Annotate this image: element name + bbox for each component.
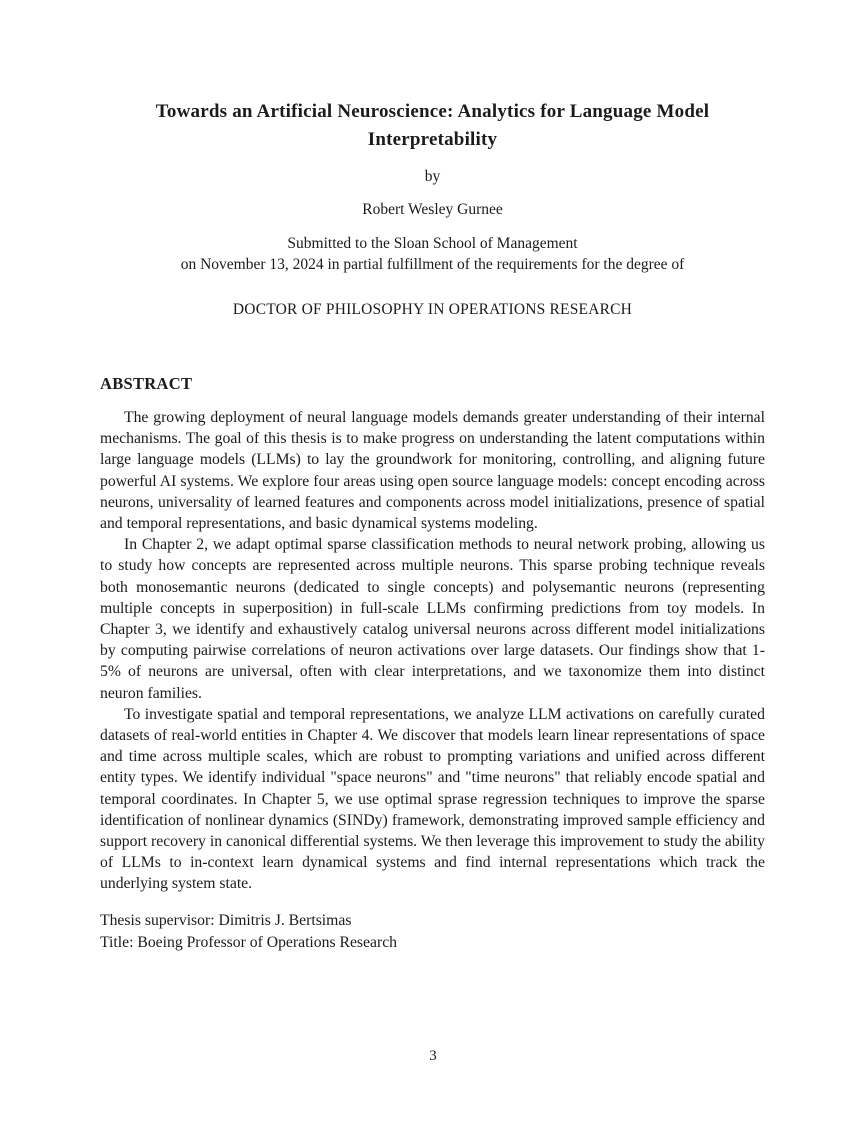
page-number: 3: [429, 1048, 437, 1064]
abstract-body: [100, 407, 765, 895]
thesis-title-line-2: Interpretability: [367, 129, 498, 150]
thesis-title-line-1: Towards an Artificial Neuroscience: Analytics for Language Model: [155, 101, 710, 122]
page-content: [100, 0, 765, 954]
thesis-title: [100, 98, 765, 154]
author-name: Robert Wesley Gurnee: [362, 201, 503, 218]
abstract-heading: ABSTRACT: [100, 374, 193, 393]
degree-line: DOCTOR OF PHILOSOPHY IN OPERATIONS RESEARCH: [232, 301, 633, 318]
thesis-supervisor-line: Thesis supervisor: Dimitris J. Bertsimas: [100, 911, 352, 929]
abstract-paragraph-2: In Chapter 2, we adapt optimal sparse classification methods to neural network probing, allowing us to study how concepts are represented across multiple neurons. This sparse probing technique reveals both monosemantic neurons (dedicated to single concepts) and polysemantic neurons (representing multiple concepts in superposition) in full-scale LLMs confirming predictions from toy models. In Chapter 3, we identify and exhaustively catalog universal neurons across different model initializations by computing pairwise correlations of neuron activations over large datasets. Our findings show that 1-5% of neurons are universal, often with clear interpretations, and we taxonomize them into distinct neuron families.: [100, 536, 765, 702]
submission-statement: [100, 233, 765, 275]
supervisor-title-line: Title: Boeing Professor of Operations Research: [100, 933, 397, 951]
byline: by: [424, 168, 441, 185]
submission-line-1: Submitted to the Sloan School of Management: [287, 235, 578, 252]
submission-line-2: on November 13, 2024 in partial fulfillment of the requirements for the degree of: [180, 256, 685, 273]
abstract-paragraph-3: To investigate spatial and temporal representations, we analyze LLM activations on carefully curated datasets of real-world entities in Chapter 4. We discover that models learn linear representations of space and time across multiple scales, which are robust to prompting variations and unified across different entity types. We identify individual "space neurons" and "time neurons" that reliably encode spatial and temporal coordinates. In Chapter 5, we use optimal sprase regression techniques to improve the sparse identification of nonlinear dynamics (SINDy) framework, demonstrating improved sample efficiency and support recovery in canonical differential systems. We then leverage this improvement to study the ability of LLMs to in-context learn dynamical systems and find internal representations which track the underlying system state.: [100, 705, 765, 893]
abstract-paragraph-1: The growing deployment of neural language models demands greater understanding of their internal mechanisms. The goal of this thesis is to make progress on understanding the latent computations within large language models (LLMs) to lay the groundwork for monitoring, controlling, and aligning future powerful AI systems. We explore four areas using open source language models: concept encoding across neurons, universality of learned features and components across model initializations, presence of spatial and temporal representations, and basic dynamical systems modeling.: [100, 409, 765, 533]
supervisor-block: [100, 910, 765, 954]
